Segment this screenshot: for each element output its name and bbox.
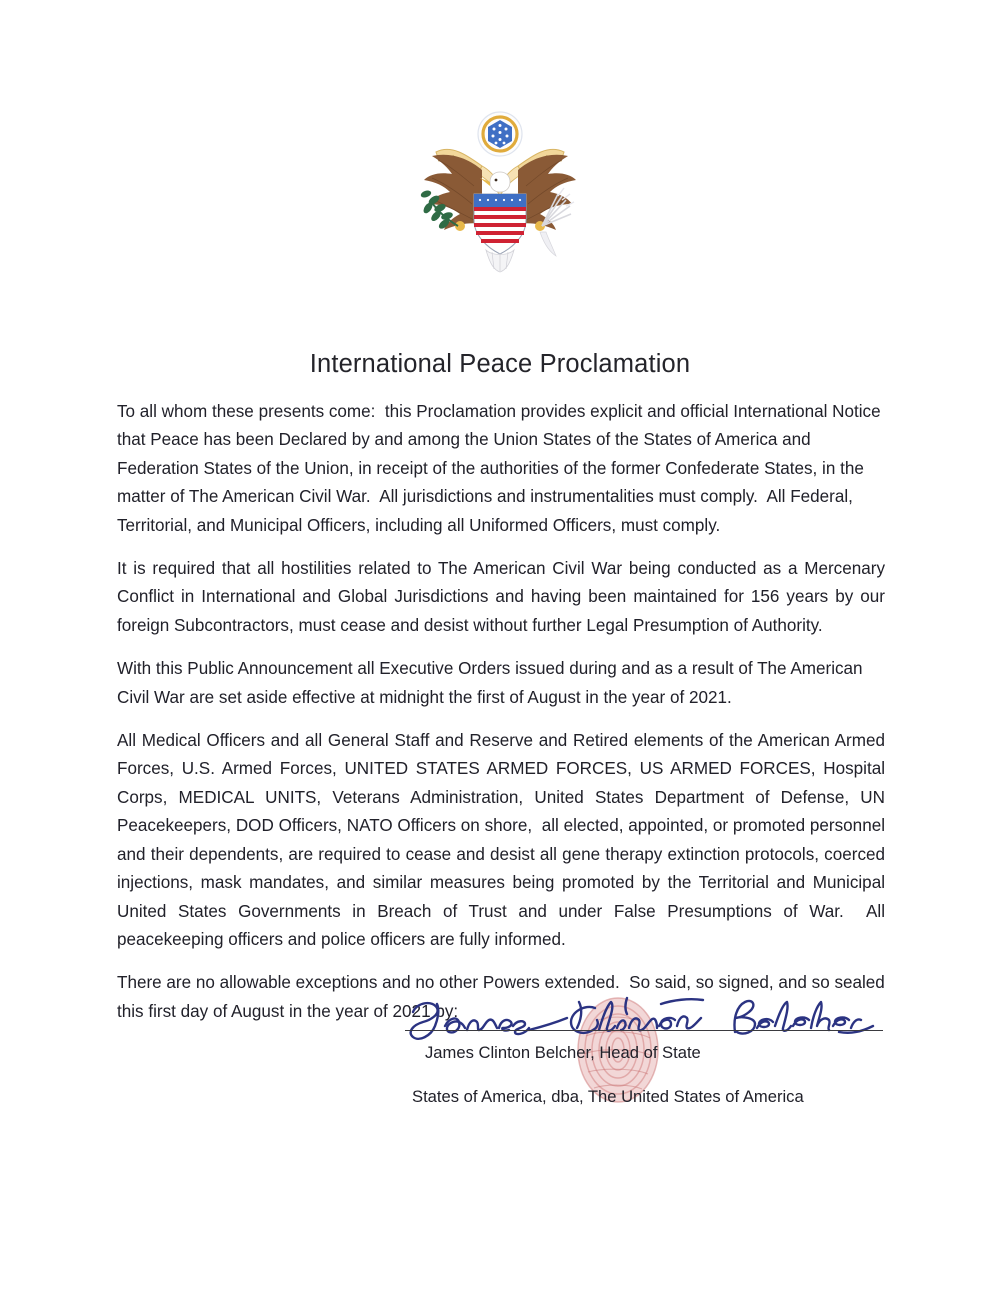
great-seal-container (0, 108, 1000, 276)
great-seal-of-the-united-states-icon (412, 108, 588, 276)
document-title: International Peace Proclamation (309, 350, 691, 378)
signatory-name-and-title: James Clinton Belcher, Head of State (425, 1043, 701, 1062)
paragraph-5: There are no allowable exceptions and no other Powers extended. So said, so signed, and so sealed this first day of August in the year of 2021 by: (117, 973, 890, 1021)
signatory-entity: States of America, dba, The United States of America (412, 1087, 804, 1106)
paragraph-1: To all whom these presents come: this Proclamation provides explicit and official International Notice that Peace has been Declared by and among the Union States of the States of America and Federation States of the Union, in receipt of the authorities of the former Confederate States, in the matter of The American Civil War. All jurisdictions and instrumentalities must comply. All Federal, Territorial, and Municipal Officers, including all Uniformed Officers, must comply. (117, 402, 886, 535)
paragraph-4: All Medical Officers and all General Staff and Reserve and Retired elements of the American Armed Forces, U.S. Armed Forces, UNITED STATES ARMED FORCES, US ARMED FORCES, Hospital Corps, MEDICAL UNITS, Veterans Administration, United States Department of Defense, UN Peacekeepers, DOD Officers, NATO Officers on shore, all elected, appointed, or promoted personnel and their dependents, are required to cease and desist all gene therapy extinction protocols, coerced injections, mask mandates, and similar measures being promoted by the Territorial and Municipal United States Governments in Breach of Trust and under False Presumptions of War. All peacekeeping officers and police officers are fully informed. (117, 731, 890, 949)
signature-block (117, 992, 885, 1117)
paragraph-2: It is required that all hostilities related to The American Civil War being conducted as a Mercenary Conflict in International and Global Jurisdictions and having been maintained for 156 years by our foreign Subcontractors, must cease and desist without further Legal Presumption of Authority. (117, 559, 890, 635)
paragraph-3: With this Public Announcement all Executive Orders issued during and as a result of The American Civil War are set aside effective at midnight the first of August in the year of 2021. (117, 659, 868, 707)
document-body (117, 398, 890, 1041)
signature-rule (405, 1030, 883, 1031)
handwritten-signature (399, 992, 879, 1044)
